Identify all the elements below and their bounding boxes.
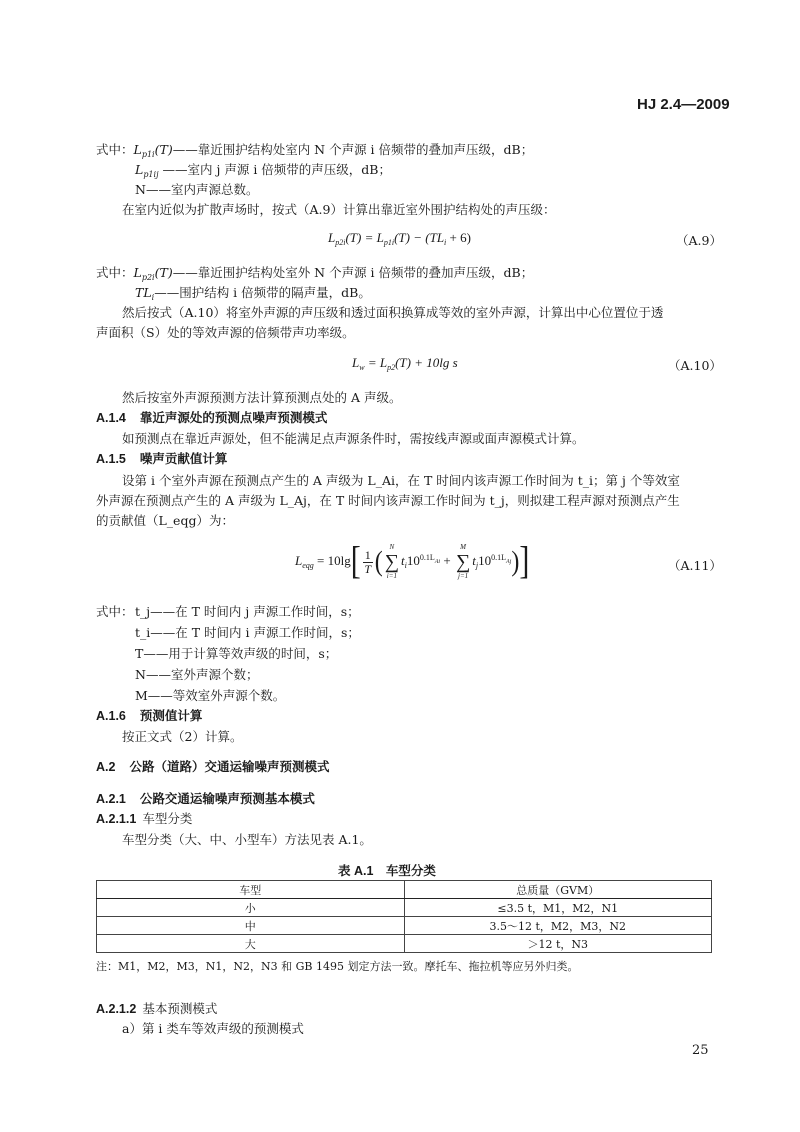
vehicle-type-table — [96, 880, 712, 953]
definition-prefix: 式中： — [96, 604, 134, 619]
paragraph: 的贡献值（L_eqg）为： — [96, 513, 234, 528]
table-row — [97, 935, 712, 953]
paragraph: 设第 i 个室外声源在预测点产生的 A 声级为 L_Ai，在 T 时间内该声源工作时间为 t_i；第 j 个等效室 — [122, 473, 680, 488]
table-header-row — [97, 881, 712, 899]
definition-line: M——等效室外声源个数。 — [135, 688, 286, 703]
equation-number: （A.10） — [668, 358, 722, 373]
table-cell: ＞12 t，N3 — [404, 935, 712, 953]
equation-number: （A.11） — [668, 558, 722, 573]
paragraph: 然后按室外声源预测方法计算预测点处的 A 声级。 — [122, 390, 402, 405]
subsection-heading: A.2.1.2 基本预测模式 — [96, 1001, 218, 1016]
standard-code: HJ 2.4—2009 — [637, 96, 730, 113]
paragraph: 按正文式（2）计算。 — [122, 729, 243, 744]
definition-line: t_j——在 T 时间内 j 声源工作时间，s； — [135, 604, 360, 619]
definition-line: N——室外声源个数； — [135, 667, 259, 682]
table-cell: 大 — [97, 935, 405, 953]
table-header-cell: 车型 — [97, 881, 405, 899]
definition-line: t_i——在 T 时间内 i 声源工作时间，s； — [135, 625, 360, 640]
section-heading: A.1.5 噪声贡献值计算 — [96, 452, 228, 466]
paragraph: 车型分类（大、中、小型车）方法见表 A.1。 — [122, 832, 372, 847]
equation-a9: $L_{p2i}(T) = L_{p1i}(T) - (TL_i + 6)$ — [328, 230, 471, 247]
table-cell: 小 — [97, 899, 405, 917]
paragraph: 声面积（S）处的等效声源的倍频带声功率级。 — [96, 325, 355, 340]
paragraph: 在室内近似为扩散声场时，按式（A.9）计算出靠近室外围护结构处的声压级： — [122, 202, 556, 217]
table-row — [97, 899, 712, 917]
table-note: 注：M1，M2，M3，N1，N2，N3 和 GB 1495 划定方法一致。摩托车、拖拉机等应另外归类。 — [96, 960, 579, 973]
definition-line: 式中：$L_{p2i}(T)——$靠近围护结构处室外 N 个声源 i 倍频带的叠加声压级，dB； — [96, 265, 534, 282]
definition-line: T——用于计算等效声级的时间，s； — [135, 646, 338, 661]
table-cell: ≤3.5 t，M1，M2，N1 — [404, 899, 712, 917]
paragraph: 然后按式（A.10）将室外声源的声压级和透过面积换算成等效的室外声源，计算出中心位置位于透 — [122, 305, 664, 320]
equation-a11: $L_{eqg} = 10\lg$[ $\frac{1}{T}$ ( N ∑ i=1 $t_i10^{0.1L_{Ai}}$ + M ∑ j=1 $t_j10^{0.1L_{Aj}}$)] — [295, 539, 530, 583]
left-bracket: [ — [350, 539, 361, 583]
table-cell: 3.5～12 t，M2，M3，N2 — [404, 917, 712, 935]
list-item: a）第 i 类车等效声级的预测模式 — [122, 1021, 304, 1036]
section-heading: A.2 公路（道路）交通运输噪声预测模式 — [96, 760, 330, 774]
section-heading: A.1.4 靠近声源处的预测点噪声预测模式 — [96, 411, 328, 425]
page-number: 25 — [692, 1043, 709, 1058]
section-heading: A.1.6 预测值计算 — [96, 709, 203, 723]
equation-number: （A.9） — [676, 233, 722, 248]
section-heading: A.2.1 公路交通运输噪声预测基本模式 — [96, 792, 315, 806]
right-bracket: ] — [519, 539, 530, 583]
fraction: $\frac{1}{T}$ — [364, 547, 372, 576]
sum-symbol: M ∑ j=1 — [455, 543, 471, 580]
definition-line: $L_{p1ij}$ ——室内 j 声源 i 倍频带的声压级，dB； — [135, 162, 391, 179]
table-header-cell: 总质量（GVM） — [404, 881, 712, 899]
subsection-heading: A.2.1.1 车型分类 — [96, 811, 193, 826]
definition-line: $TL_i——$围护结构 i 倍频带的隔声量，dB。 — [135, 285, 371, 302]
definition-line: N——室内声源总数。 — [135, 182, 259, 197]
table-cell: 中 — [97, 917, 405, 935]
definition-line: 式中：$L_{p1i}(T)——$靠近围护结构处室内 N 个声源 i 倍频带的叠加声压级，dB； — [96, 142, 534, 159]
equation-a10: $L_w = L_{p2}(T) + 10\lg$ s — [352, 355, 458, 372]
table-caption: 表 A.1 车型分类 — [338, 864, 436, 878]
paragraph: 外声源在预测点产生的 A 声级为 L_Aj，在 T 时间内该声源工作时间为 t_j，则拟建工程声源对预测点产生 — [96, 493, 680, 508]
paragraph: 如预测点在靠近声源处，但不能满足点声源条件时，需按线声源或面声源模式计算。 — [122, 431, 585, 446]
table-row — [97, 917, 712, 935]
sum-symbol: N ∑ i=1 — [384, 543, 400, 580]
